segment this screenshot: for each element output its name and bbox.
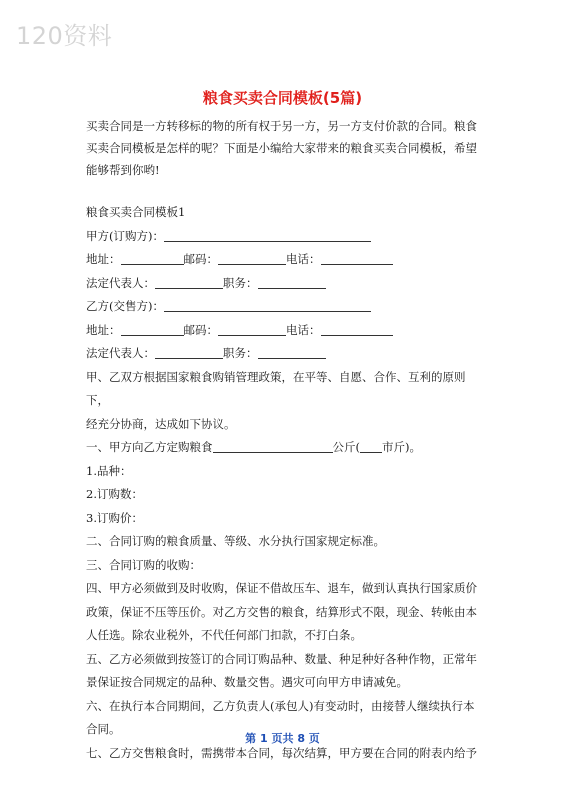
address-label: 地址： [86, 252, 121, 266]
phone-label: 电话： [286, 252, 321, 266]
phone-blank [321, 322, 393, 336]
list-item: 3.订购价： [86, 510, 143, 525]
party-a-contact-line [86, 248, 484, 272]
document-title: 粮食买卖合同模板(5篇) [202, 89, 363, 107]
phone-label: 电话： [286, 322, 321, 337]
clause-line: 六、在执行本合同期间，乙方负责人(承包人)有变动时，由接替人继续执行本 [86, 698, 475, 713]
party-b-blank [164, 298, 371, 312]
position-blank [258, 275, 326, 289]
list-item: 1.品种： [86, 463, 132, 478]
party-a-blank [164, 228, 371, 242]
party-b-rep-line [86, 342, 484, 366]
clause-line: 四、甲方必须做到及时收购，保证不借故压车、退车，做到认真执行国家质价 [86, 581, 477, 595]
page-number: 第 1 页共 8 页 [245, 732, 320, 745]
jin-blank [360, 439, 382, 453]
intro-line: 买卖合同是一方转移标的物的所有权于另一方，另一方支付价款的合同。粮食 [86, 119, 477, 133]
intro-line: 能够帮到你哟! [86, 163, 160, 177]
party-b-label: 乙方(交售方)： [86, 299, 164, 313]
intro-paragraph [86, 115, 484, 181]
intro-line: 买卖合同模板是怎样的呢？下面是小编给大家带来的粮食买卖合同模板，希望 [86, 141, 477, 155]
party-a-line [86, 225, 484, 249]
rep-blank [155, 345, 223, 359]
clause-line: 景保证按合同规定的品种、数量交售。遇灾可向甲方申请减免。 [86, 675, 408, 689]
clause-line: 政策，保证不压等压价。对乙方交售的粮食，结算形式不限，现金、转帐由本 [86, 604, 477, 619]
phone-blank [321, 251, 393, 265]
grain-blank [213, 439, 333, 453]
rep-blank [155, 275, 223, 289]
address-label: 地址： [86, 322, 121, 337]
clause-line: 三、合同订购的收购： [86, 557, 201, 572]
preamble-line: 经充分协商，达成如下协议。 [86, 416, 236, 431]
postcode-label: 邮码： [183, 252, 218, 266]
position-label: 职务： [223, 275, 258, 290]
party-a-rep-line [86, 272, 484, 296]
clause-1-unit: 公斤( [332, 440, 360, 454]
clause-line: 七、乙方交售粮食时，需携带本合同，每次结算，甲方要在合同的附表内给予 [86, 745, 477, 760]
preamble-line: 甲、乙双方根据国家粮食购销管理政策，在平等、自愿、合作、互利的原则下， [86, 369, 466, 407]
postcode-blank [218, 251, 286, 265]
clause-line: 人任选。除农业税外，不代任何部门扣款，不打白条。 [86, 628, 362, 642]
rep-label: 法定代表人： [86, 346, 155, 360]
list-item: 2.订购数： [86, 487, 143, 501]
party-b-contact-line [86, 319, 484, 343]
postcode-blank [218, 322, 286, 336]
clause-line: 二、合同订购的粮食质量、等级、水分执行国家规定标准。 [86, 534, 385, 548]
clause-1-text: 一、甲方向乙方定购粮食 [86, 440, 213, 454]
position-blank [258, 345, 326, 359]
position-label: 职务： [223, 346, 258, 360]
clause-1-unit-end: 市斤)。 [382, 440, 421, 454]
rep-label: 法定代表人： [86, 275, 155, 290]
address-blank [121, 251, 184, 265]
clause-line: 五、乙方必须做到按签订的合同订购品种、数量、种足种好各种作物，正常年 [86, 651, 477, 666]
clause-line: 合同。 [86, 722, 121, 736]
postcode-label: 邮码： [183, 322, 218, 337]
document-body [86, 115, 484, 765]
section-heading: 粮食买卖合同模板1 [86, 205, 186, 219]
address-blank [121, 322, 184, 336]
clause-1 [86, 436, 484, 460]
party-b-line [86, 295, 484, 319]
party-a-label: 甲方(订购方)： [86, 228, 164, 243]
watermark-logo: 120资料 [16, 22, 113, 50]
